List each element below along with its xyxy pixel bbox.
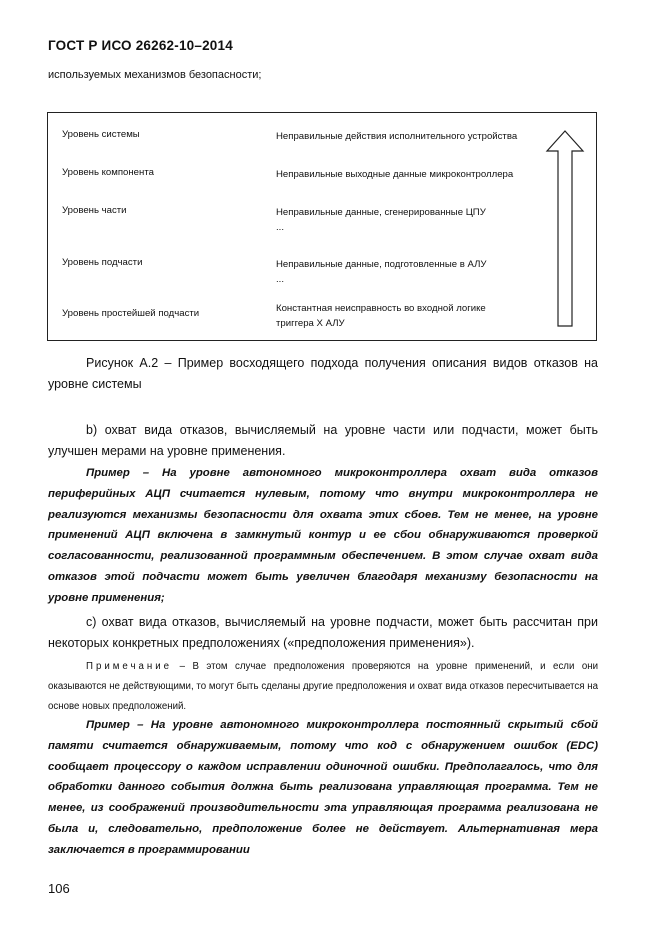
note-text: – В этом случае предположения проверяются на уровне применений, и если они оказываются не действующими, то могут быть сделаны другие предположения и охват вида отказов пересчитывается на основе новых предположений. (48, 661, 598, 712)
level-label: Уровень подчасти (62, 257, 143, 268)
level-label: Уровень простейшей подчасти (62, 308, 200, 319)
paragraph-c: c) охват вида отказов, вычисляемый на уровне подчасти, может быть рассчитан при некоторых конкретных предположениях («предположения применения»). (48, 615, 598, 650)
figure-caption: Рисунок А.2 – Пример восходящего подхода получения описания видов отказов на уровне системы (48, 356, 598, 391)
figure-box (47, 112, 597, 341)
description-continuation: триггера X АЛУ (276, 318, 345, 329)
note-label: Примечание (86, 661, 173, 672)
page-number: 106 (48, 881, 70, 896)
level-label: Уровень системы (62, 129, 140, 140)
ellipsis: ... (276, 274, 284, 285)
level-label: Уровень части (62, 205, 127, 216)
example-2: Пример – На уровне автономного микроконтроллера постоянный скрытый сбой памяти считается обнаруживаемым, потому что код с обнаружением ошибок (EDC) сообщает процессору о каждом исправлении одиночной ошибки. Предполагалось, что для обработки данного события должна быть реализована управляющая программа. Тем не менее, из соображений производительности эта управляющая программа реализована не была и, следовательно, предположение более не действует. Альтернативная мера заключается в программировании (48, 719, 598, 856)
level-description: Константная неисправность во входной логике триггера X АЛУ (276, 303, 486, 329)
ellipsis: ... (276, 222, 284, 233)
paragraph-b: b) охват вида отказов, вычисляемый на уровне части или подчасти, может быть улучшен мерами на уровне применения. (48, 423, 598, 458)
intro-text: используемых механизмов безопасности; (48, 69, 262, 81)
note (48, 657, 598, 717)
level-label: Уровень компонента (62, 167, 154, 178)
level-description: Неправильные действия исполнительного устройства (276, 131, 518, 142)
document-header: ГОСТ Р ИСО 26262-10–2014 (48, 38, 233, 53)
up-arrow-icon (545, 129, 585, 329)
level-description: Неправильные выходные данные микроконтроллера (276, 169, 514, 180)
level-description: Неправильные данные, сгенерированные ЦПУ ... (276, 207, 486, 233)
level-description: Неправильные данные, подготовленные в АЛУ ... (276, 259, 487, 285)
example-1: Пример – На уровне автономного микроконтроллера охват вида отказов периферийных АЦП считается нулевым, потому что внутри микроконтроллера не реализуются механизмы безопасности для охвата этих сбоев. Тем не менее, на уровне применений АЦП включена в замкнутый контур и ее сбои обнаруживаются проверкой согласованности, реализованной программным обеспечением. В этом случае охват вида отказов этой подчасти может быть увеличен благодаря механизму безопасности на уровне применения; (48, 467, 598, 604)
